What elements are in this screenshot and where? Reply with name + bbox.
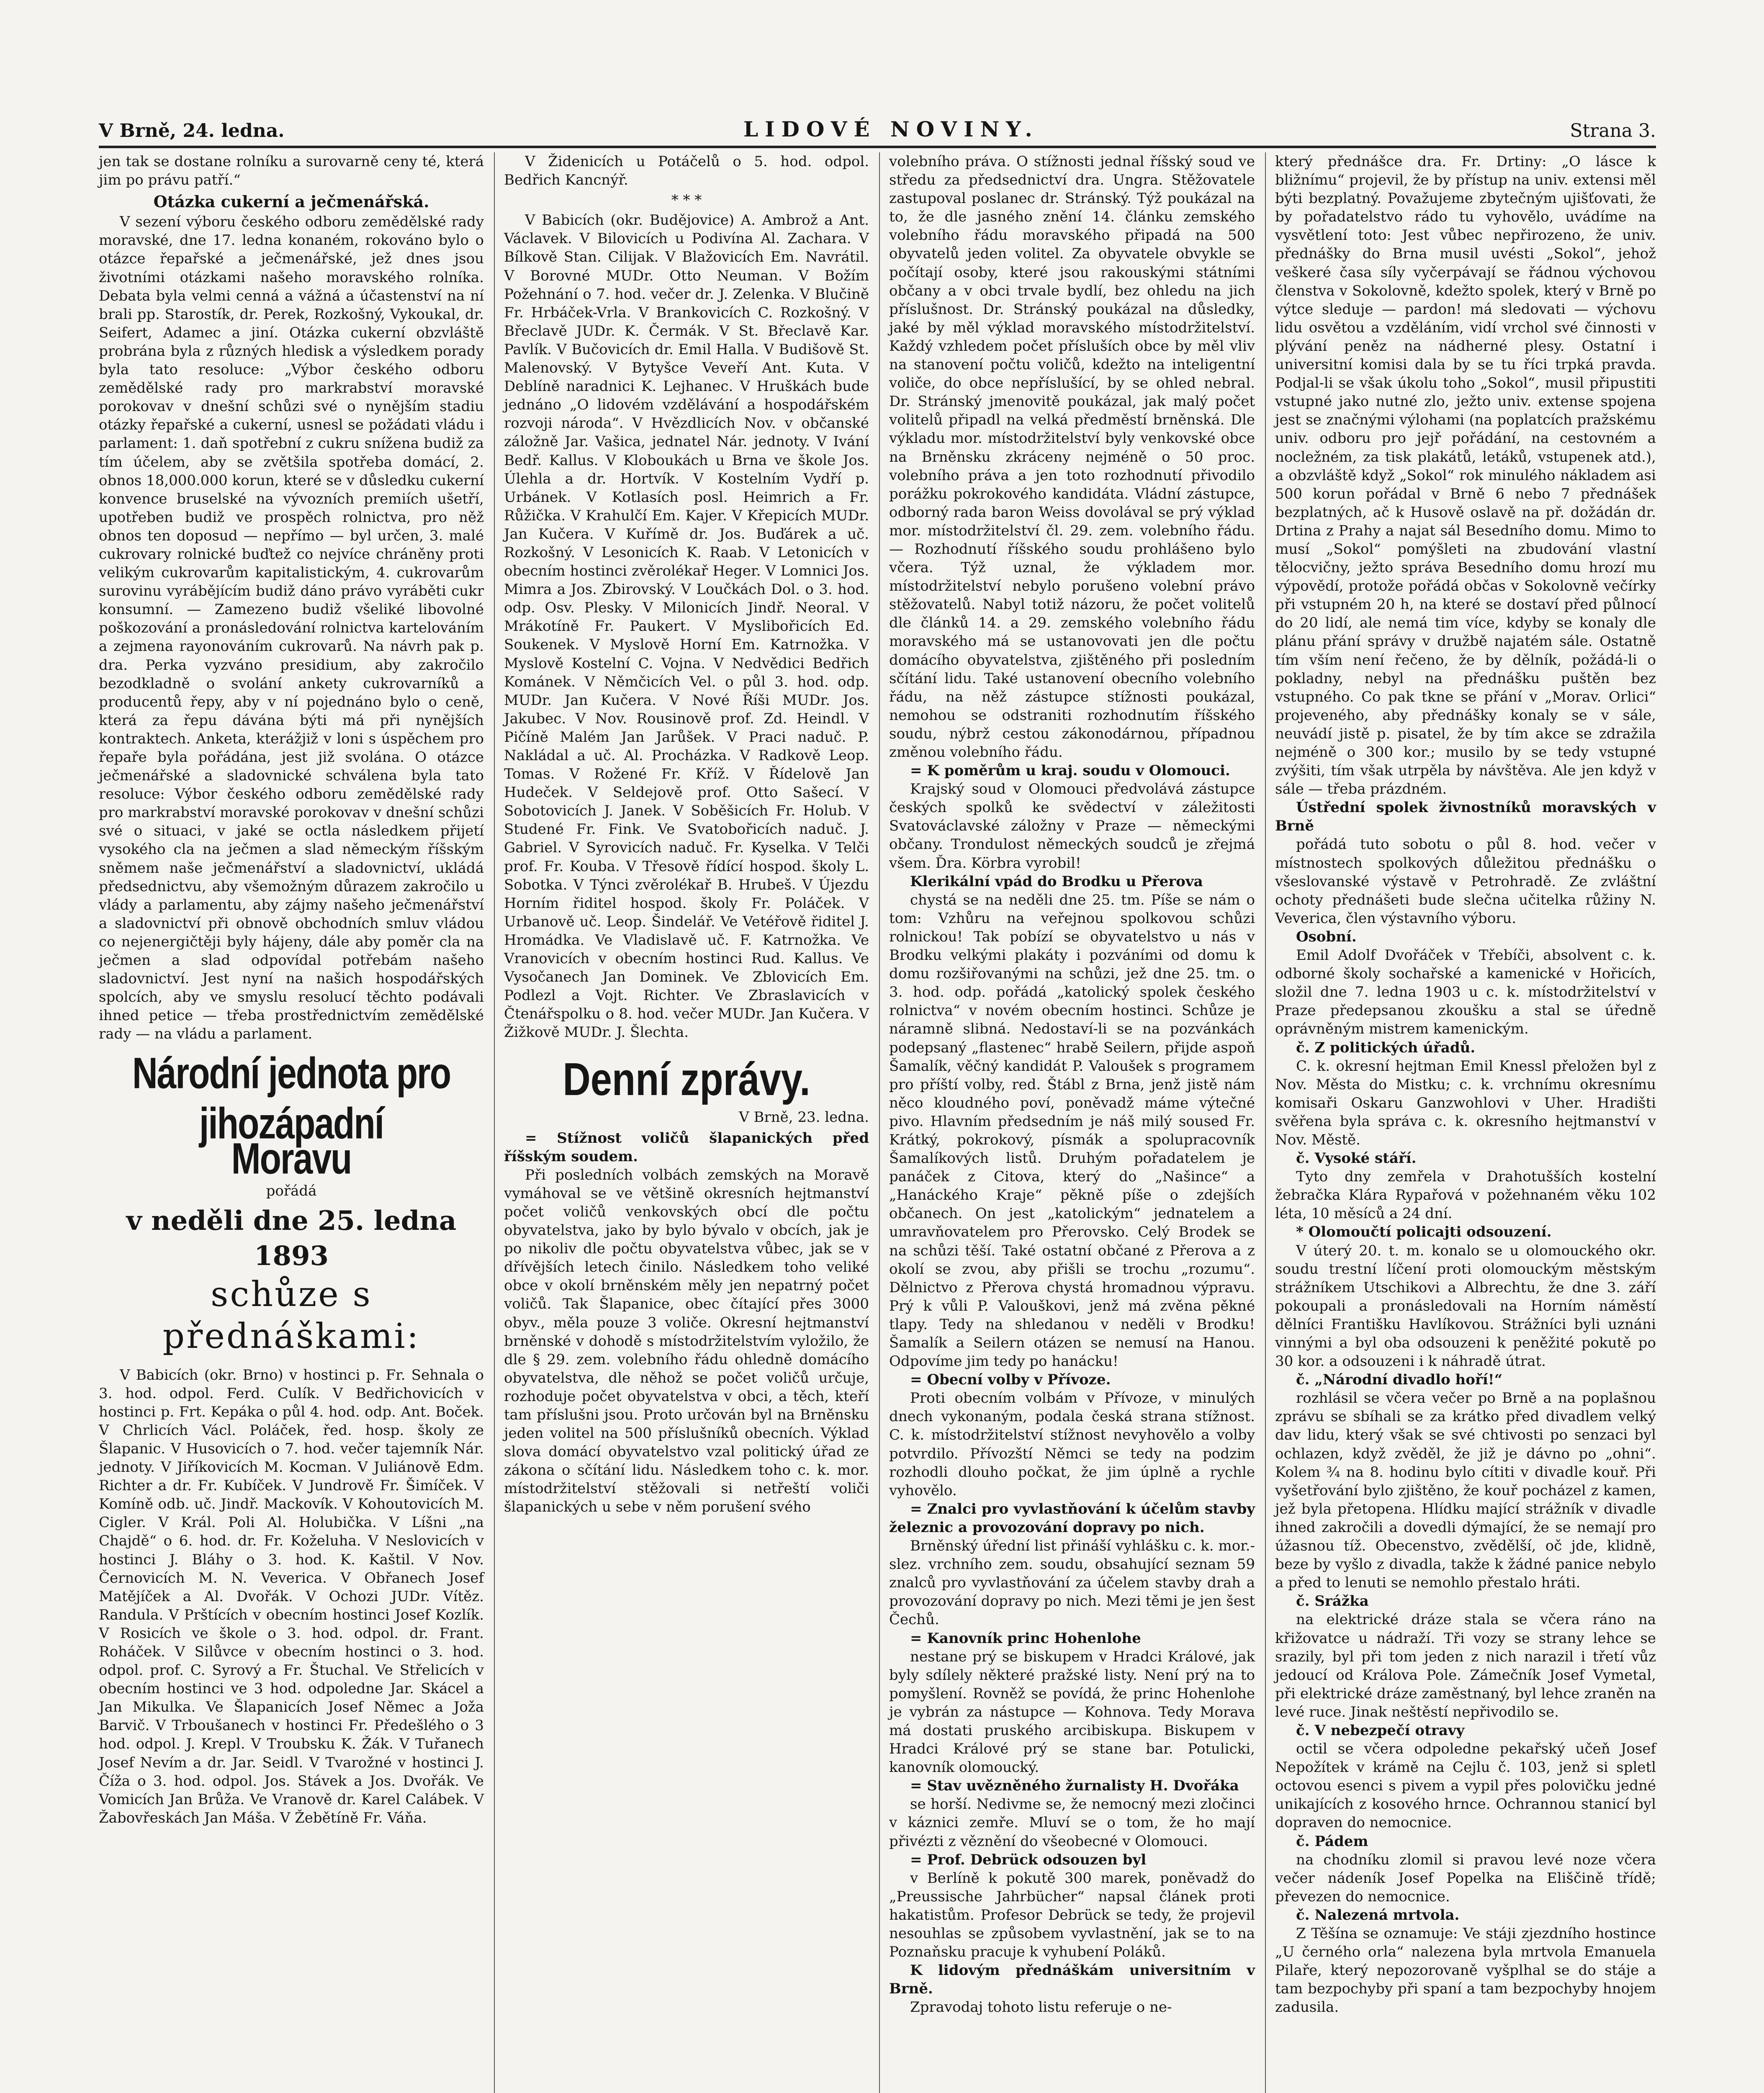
advertisement-block bbox=[99, 1048, 484, 1358]
section-dateline: V Brně, 23. ledna. bbox=[739, 1108, 869, 1126]
article-text: octil se včera odpoledne pekařský učeň Josef Nepožítek v krámě na Cejlu č. 103, jenž si spletl octovou esenci s pivem a vypil přes polovičku jedné unikajících z kosového hrnce. Ochrannou stanicí byl dopraven do nemocnice. bbox=[1275, 1741, 1661, 1831]
header-page-number: Strana 3. bbox=[1570, 120, 1656, 141]
article-headline: č. „Národní divadlo hoří!“ bbox=[1296, 1371, 1503, 1388]
article-headline: = Prof. Debrück odsouzen byl bbox=[910, 1851, 1147, 1868]
article-headline: Otázka cukerní a ječmenářská. bbox=[153, 192, 429, 211]
article-headline: * Olomoučtí policajti odsouzení. bbox=[1296, 1224, 1552, 1241]
article-text: V úterý 20. t. m. konalo se u olomouckého okr. soudu trestní líčení proti olomouckým městským strážníkem Utschikovi a Albrechtu, že dne 3. září pokoupali a pronásledovali na Horním náměstí dělníci Františku Havlíkovou. Strážníci byli uznáni vinnými a byl oba odsouzeni k peněžité pokutě po 30 kor. a odsouzeni i k náhradě útrat. bbox=[1275, 1242, 1661, 1370]
article-text: C. k. okresní hejtman Emil Knessl přeložen byl z Nov. Města do Mistku; c. k. vrchnímu okresnímu komisaři Oskaru Ganzwohlovi v Uher. Hradišti svěřena byla správa c. k. okresního hejtmanství v Nov. Městě. bbox=[1275, 1057, 1661, 1148]
article-headline: = Stav uvězněného žurnalisty H. Dvořáka bbox=[910, 1777, 1239, 1795]
article-text: V Babicích (okr. Brno) v hostinci p. Fr. Sehnala o 3. hod. odpol. Ferd. Culík. V Bedřichovicích v hostinci p. Frt. Kepáka o půl 4. hod. odp. Ant. Boček. V Chrlicích Václ. Poláček, řed. hosp. školy ze Šlapanic. V Husovicích o 7. hod. večer tajemník Nár. jednoty. V Jiříkovicích M. Kocman. V Juliánově Edm. Richter a dr. Fr. Kubíček. V Jundrově Fr. Šimíček. V Komíně odb. uč. Jindř. Mackovík. V Kohoutovicích M. Cigler. V Král. Poli Al. Holubička. V Líšni „na Chajdě“ o 6. hod. dr. Fr. Koželuha. V Neslovicích v hostinci J. Bláhy o 3. hod. K. Kaštil. V Nov. Černovicích M. N. Veverica. V Obřanech Josef Matějíček a Al. Dvořák. V Ochozi JUDr. Vítěz. Randula. V Prštících v obecním hostinci Josef Kozlík. V Rosicích ve škole o 3. hod. odpol. dr. Frant. Roháček. V Silůvce v obecním hostinci o 3. hod. odpol. prof. C. Syrový a Fr. Štuchal. Ve Střelicích v obecním hostinci ve 3 hod. odpoledne Jar. Skácel a Jan Mikulka. Ve Šlapanicích Josef Němec a Joža Barvič. V Trboušanech v hostinci Fr. Předešlého o 3 hod. odpol. J. Krepl. V Troubsku K. Žák. V Tuřanech Josef Nevím a dr. Jar. Seidl. V Tvarožné v hostinci J. Číža o 3. hod. odpol. Jos. Stávek a Jos. Dvořák. Ve Vomicích Jan Brůža. Ve Vranově dr. Karel Calábek. V Žabovřeskách Jan Máša. V Žebětíně Fr. Váňa. bbox=[99, 1366, 489, 1826]
article-text: jen tak se dostane rolníku a surovarně ceny té, která jim po právu patří.“ bbox=[99, 153, 489, 189]
article-text: Brněnský úřední list přináší vyhlášku c. k. mor.-slez. vrchního zem. soudu, obsahující seznam 59 znalců pro vyvlastňování za účelem stavby drah a provozování dopravy po nich. Mezi těmi je jen šest Čechů. bbox=[889, 1538, 1260, 1628]
page-header bbox=[99, 112, 1656, 148]
article-text: Tyto dny zemřela v Drahotušších kostelní žebračka Klára Rypařová v požehnaném věku 102 léta, 10 měsíců a 24 dní. bbox=[1275, 1168, 1661, 1222]
article-headline: Klerikální vpád do Brodku u Přerova bbox=[910, 873, 1203, 890]
column-2 bbox=[504, 152, 874, 2093]
ad-event: schůze s přednáškami: bbox=[162, 1274, 420, 1356]
article-text: Krajský soud v Olomouci předvolává zástupce českých spolků ke svědectví v záležitosti Svatováclavské záložny v Praze — německými občany. Trondulost německých soudců je zřejmá všem. Ďra. Körbra vyrobil! bbox=[889, 781, 1260, 872]
article-text: pořádá tuto sobotu o půl 8. hod. večer v místnostech spolkových důležitou přednášku o všeslovanské výstavě v Petrohradě. Ze zvláštní ochoty přednášeti bude slečna učitelka růžiny N. Veverica, člen výstavního výboru. bbox=[1275, 836, 1661, 927]
article-text: V Židenicích u Potáčelů o 5. hod. odpol. Bedřich Kancnýř. bbox=[504, 153, 874, 189]
section-separator: * * * bbox=[671, 192, 702, 209]
article-headline: = K poměrům u kraj. soudu v Olomouci. bbox=[910, 762, 1230, 779]
article-text: v Berlíně k pokutě 300 marek, poněvadž do „Preussische Jahrbücher“ napsal článek proti hakatistům. Profesor Debrück se tedy, že projevil nesouhlas se způsobem vyvlastnění, jak se to na Poznaňsku pracuje k vyhubení Poláků. bbox=[889, 1869, 1260, 1961]
article-text: V sezení výboru českého odboru zemědělské rady moravské, dne 17. ledna konaném, rokováno bylo o otázce řepařské a ječmenářské, jež dnes jsou životními otázkami našeho moravského rolníka. Debata byla velmi cenná a vážná a účastenství na ní brali pp. Starostík, dr. Perek, Rozkošný, Vykoukal, dr. Seifert, Adamec a jiní. Otázka cukerní obzvláště probrána byla z různých hledisk a výsledkem porady byla tato resoluce: „Výbor českého odboru zemědělské rady pro markrabství moravské porokovav v dnešní schůzi své o nynějším stadiu otázky řepařské a cukerní, usnesl se požádati vládu i parlament: 1. daň spotřební z cukru snížena budiž za tím účelem, aby se zvětšila spotřeba domácí, 2. obnos 18,000.000 korun, které se v důsledku cukerní konvence bruselské na vývozních premiích ušetří, upotřeben budiž ve prospěch rolnictva, pro něž obnos ten doposud — nepřímo — byl určen, 3. malé cukrovary rolnické buďtež co nejvíce chráněny proti velikým cukrovarům kapitalistickým, 4. cukrovarům surovinu vyrábějícím budiž dáno právo vyráběti cukr konsumní. — Zamezeno budiž všeliké libovolné poškozování a pronásledování rolnictva kartelováním a zejmena rayonováním cukrovarů. Na návrh pak p. dra. Perka vyzváno presidium, aby zakročilo bezodkladně o svolání ankety cukrovarníků a producentů řepy, aby v ní pojednáno bylo o ceně, která za řepu dávána býti má při nynějších kontraktech. Anketa, kterážjiž v loni s úspěchem pro řepaře byla pořádána, jest již svolána. O otázce ječmenářské a sladovnické schválena byla tato resoluce: Výbor českého odboru zemědělské rady pro markrabství moravské porokovav v dnešní schůzi své o situaci, v jaké se octla následkem přijetí vysokého cla na ječmen a slad německým říšským sněmem naše ječmenářství a sladovnictví, ukládá předsednictvu, aby všemožným důrazem zakročilo u vlády a parlamentu, aby zájmy našeho ječmenářství a sladovnictví při obnově obchodních smluv vládou co nejenergičtěji byly hájeny, dále aby poměr cla na ječmen a slad odpovídal potřebám našeho sladovnictví. Jest nyní na našich hospodářských spolcích, aby ve smyslu resolucí těchto podávali ihned petice — třeba prostřednictvím zemědělské rady — na vládu a parlament. bbox=[99, 213, 489, 1043]
article-text: Zpravodaj tohoto listu referuje o ne- bbox=[910, 1999, 1172, 2016]
article-text: Při posledních volbách zemských na Moravě vymáhoval se ve většině okresních hejtmanství počet voličů venkovských obcí dle počtu obyvatelstva, jako by bylo bývalo v obcích, jak je po nikoliv dle počtu obyvatelstva vůbec, jak se v dřívějších letech činilo. Následkem toho veliké obce v okolí brněnském měly jen nepatrný počet voličů. Tak Šlapanice, obec čítající přes 3000 obyv., měla pouze 3 voliče. Okresní hejtmanství brněnské v dohodě s místodržitelstvím vyložilo, že dle § 29. zem. volebního řádu ohledně domácího obyvatelstva, dle něhož se počet voličů určuje, rozhoduje počet obyvatelstva v obci, a těch, kteří tam příslušni jsou. Proto určován byl na Brněnsku jeden volitel na 500 příslušníků obecních. Výklad slova domácí obyvatelstvo vzal politický úřad ze zákona o sčítání lidu. Následkem toho c. k. mor. místodržitelství stěžovali si netřeští voliči šlapanických u sebe v něm porušení svého bbox=[504, 1166, 874, 1516]
article-headline: č. Srážka bbox=[1296, 1593, 1369, 1610]
column-rule bbox=[879, 152, 880, 2093]
column-rule bbox=[494, 152, 495, 2093]
ad-date: v neděli dne 25. ledna 1893 bbox=[126, 1205, 457, 1272]
section-title: Denní zprávy. bbox=[563, 1054, 810, 1105]
header-masthead: LIDOVÉ NOVINY. bbox=[743, 117, 1039, 141]
article-text: který přednášce dra. Fr. Drtiny: „O lásce k bližnímu“ projevil, že by přístup na univ. extensi měl býti bezplatný. Považujeme zbytečným ujišťovati, že by pořadatelstvo rádo tu vyhovělo, uvádíme na vysvětlení toto: Jest vůbec nepřirozeno, že univ. přednášky do Brna musil uvésti „Sokol“, jehož veškeré časa síly vyčerpávají se řádnou výchovou členstva v Sokolovně, kdežto spolek, který v Brně po výtce sleduje — pardon! má sledovati — výchovu lidu osvětou a vzděláním, vidí vrchol své činnosti v plývání peněz na nádherné plesy. Ostatní i universitní komisi dala by se tu říci trpká pravda. Podjal-li se však úkolu toho „Sokol“, musil připustiti vstupné jako nutné zlo, ježto univ. extense spojena jest se značnými výlohami (na poplatcích pražskému univ. odboru pro jejř pořádání, na cestovném a nocležném, za tisk plakátů, letáků, vstupenek atd.), a obzvláště když „Sokol“ rok minulého nákladem asi 500 korun pořádal v Brně 6 nebo 7 přednášek bezplatných, ač k Husově oslavě na př. dožádán dr. Drtina z Prahy a najat sál Besedního domu. Mimo to musí „Sokol“ pomýšleti na zbudování vlastní tělocvičny, ježto správa Besedního domu hrozí mu výpovědí, protože pořádá občas v Sokolovně večírky při vstupném 20 h, na které se dostaví před půlnocí do 20 lidí, ale nemá tim více, kdyby se konaly dle plánu přání správy v družbě najatém sále. Ostatně tím vším není řečeno, že by dělník, požádá-li o pokladny, nebyl na přednášku puštěn bez vstupného. Co pak tkne se přání v „Morav. Orlici“ projeveného, aby přednášky konaly se v sále, neuvádí jistě p. pisatel, že by tím akce se zdražila nejméně o 300 kor.; musilo by se tedy vstupné zvýšiti, tím však utrpěla by návštěva. Ale jen když v sále — třeba prázdném. bbox=[1275, 153, 1661, 798]
column-rule bbox=[1265, 152, 1266, 2093]
article-headline: č. Nalezená mrtvola. bbox=[1296, 1906, 1460, 1923]
article-headline: Ústřední spolek živnostníků moravských v Brně bbox=[1275, 799, 1661, 835]
column-1 bbox=[99, 152, 489, 2093]
article-text: na chodníku zlomil si pravou levé noze včera večer nádeník Josef Popelka na Eliščině třídě; převezen do nemocnice. bbox=[1275, 1851, 1661, 1905]
article-headline: č. V nebezpečí otravy bbox=[1296, 1722, 1465, 1739]
article-text: volebního práva. O stížnosti jednal říšský soud ve středu za předsednictví dra. Ungra. Stěžovatele zastupoval poslanec dr. Stránský. Týž poukázal na to, že dle jasného znění 14. článku zemského volebního řádu moravského připadá na 500 obyvatelů jeden volitel. Za obyvatele obvykle se počítají osoby, které jsou rakouskými státními občany a v obci trvale bydlí, bez ohledu na jich příslušnost. Dr. Stránský poukázal na důsledky, jaké by měl výklad moravského místodržitelství. Každý vzhledem počet přísluších obce by měl vliv na stanovení počtu voličů, kdežto na inteligentní voliče, do obce nepříslušící, by se ohled nebral. Dr. Stránský jmenovitě poukázal, jak malý počet volitelů připadl na velká předměstí brněnská. Dle výkladu mor. místodržitelství byly venkovské obce na Brněnsku zkráceny nejméně o 50 proc. volebního práva a jen toto rozhodnutí přivodilo porážku pokrokového kandidáta. Vládní zástupce, odborný rada baron Weiss dovolával se prý výklad mor. místodržitelství čl. 29. zem. volebního řádu. — Rozhodnutí říšského soudu prohlášeno bylo včera. Týž uznal, že výkladem mor. místodržitelství nebylo porušeno volební právo stěžovatelů. Nabyl totiž názoru, že počet volitelů dle článků 14. a 29. zemského volebního řádu moravského má se ustanovovati jen dle počtu domácího obyvatelstva, zjištěného při posledním sčítání lidu. Také ustanovení obecního volebního řádu, na něž zástupce stížnosti poukázal, nemohou se odstraniti rozhodnutím říšského soudu, nýbrž cestou zákonodárnou, případnou změnou volebního řádu. bbox=[889, 153, 1260, 761]
article-headline: = Stížnost voličů šlapanických před říšským soudem. bbox=[504, 1129, 874, 1165]
article-text: Proti obecním volbám v Přívoze, v minulých dnech vykonaným, podala česká strana stížnost. C. k. místodržitelství stížnost nevyhovělo a volby potvrdilo. Přívozští Němci se tedy na podzim rozhodli dlouho počkat, že jim úplně a rychle vyhovělo. bbox=[889, 1390, 1260, 1499]
article-text: Emil Adolf Dvořáček v Třebíči, absolvent c. k. odborné školy sochařské a kamenické v Hořicích, složil dne 7. ledna 1903 u c. k. místodržitelství v Praze předepsanou zkoušku a stal se úředně oprávněným mistrem kamenickým. bbox=[1275, 947, 1661, 1038]
column-4 bbox=[1275, 152, 1661, 2093]
article-headline: = Znalci pro vyvlastňování k účelům stavby železnic a provozování dopravy po nich. bbox=[889, 1500, 1260, 1536]
article-headline: = Obecní volby v Přívoze. bbox=[910, 1371, 1111, 1388]
article-text: nestane prý se biskupem v Hradci Králové, jak byly sdílely některé pražské listy. Není prý na to pomyšlení. Rovněž se povídá, že princ Hohenlohe je vybrán za nástupce — Kohnova. Tedy Morava má dostati pruského arcibiskupa. Biskupem v Hradci Králové prý se stane bar. Potulicki, kanovník olomoucký. bbox=[889, 1648, 1260, 1776]
article-text: se horší. Nedivme se, že nemocný mezi zločinci v káznici zemře. Mluví se o tom, že ho mají přivézti z věznění do všeobecné v Olomouci. bbox=[889, 1796, 1260, 1850]
ad-title-line2: Moravu bbox=[231, 1133, 352, 1183]
ad-subtitle: pořádá bbox=[266, 1182, 317, 1199]
article-headline: č. Pádem bbox=[1296, 1833, 1368, 1850]
article-headline: č. Vysoké stáří. bbox=[1296, 1150, 1417, 1167]
ad-title: Národní jednota pro jihozápadní bbox=[132, 1048, 450, 1148]
header-dateline: V Brně, 24. ledna. bbox=[99, 120, 285, 141]
article-text: Z Těšína se oznamuje: Ve stáji zjezdního hostince „U černého orla“ nalezena byla mrtvola Emanuela Pilaře, který nepozorovaně vyšplhal se do stáje a tam bezpochyby při spaní a tam bezpochyby hnojem zadusila. bbox=[1275, 1925, 1661, 2016]
article-headline: č. Z politických úřadů. bbox=[1296, 1039, 1476, 1056]
article-headline: Osobní. bbox=[1296, 928, 1357, 945]
article-text: V Babicích (okr. Budějovice) A. Ambrož a Ant. Václavek. V Bilovicích u Podivína Al. Zachara. V Bílkově Stan. Cilijak. V Blažovicích Em. Navrátil. V Borovné MUDr. Otto Neuman. V Božím Požehnání o 7. hod. večer dr. J. Zelenka. V Blučině Fr. Hrbáček-Vrla. V Brankovicích C. Rozkošný. V Břeclavě JUDr. K. Čermák. V St. Břeclavě Kar. Pavlík. V Bučovicích dr. Emil Halla. V Budišově St. Malenovský. V Bytyšce Veveří Ant. Kuta. V Deblíně naradnici K. Lejhanec. V Hruškách bude jednáno „O lidovém vzdělávání a hospodářském rozvoji národa“. V Hvězdlicích Nov. v občanské záložně Jar. Vašica, jednatel Nár. jednoty. V Ivání Bedř. Kallus. V Kloboukách u Brna ve škole Jos. Úlehla a dr. Hortvík. V Kostelním Vydří p. Urbánek. V Kotlasích posl. Heimrich a Fr. Růžička. V Krahulčí Em. Kajer. V Křepicích MUDr. Jan Kučera. V Kuřímě dr. Jos. Buďárek a uč. Rozkošný. V Lesonicích K. Raab. V Letonicích v obecním hostinci zvěrolékař Heger. V Lomnici Jos. Mimra a Jos. Zbirovský. V Loučkách Dol. o 3. hod. odp. Osv. Plesky. V Milonicích Jindř. Neoral. V Mrákotíně Fr. Paukert. V Myslibořicích Ed. Soukenek. V Myslově Horní Em. Katrnožka. V Myslově Kostelní C. Vojna. V Nedvědici Bedřich Kománek. V Němčicích Vel. o půl 3. hod. odp. MUDr. Jan Kučera. V Nové Říši MUDr. Jos. Jakubec. V Nov. Rousinově prof. Zd. Heindl. V Pičíně Malém Jan Jarůšek. V Praci naduč. P. Nakládal a uč. Al. Procházka. V Radkově Leop. Tomas. V Rožené Fr. Kříž. V Řídelově Jan Hudeček. V Seldejově prof. Otto Sašecí. V Sobotovicích J. Janek. V Soběšicích Fr. Holub. V Studené Fr. Fink. Ve Svatobořicích naduč. J. Gabriel. V Syrovicích naduč. Fr. Kyselka. V Telči prof. Fr. Kouba. V Třesově řídící hospod. školy L. Sobotka. V Týnci zvěrolékař B. Hrubeš. V Újezdu Horním řiditel hospod. školy Fr. Poláček. V Urbanově uč. Leop. Šindelář. Ve Vetéřově řiditel J. Hromádka. Ve Vladislavě uč. F. Katrnožka. Ve Vranovicích v obecním hostinci Rud. Kallus. Ve Vysočanech Jan Dominek. Ve Zblovicích Em. Podlezl a Vojt. Richter. Ve Zbraslavicích v Čtenářspolku o 8. hod. večer MUDr. Jan Kučera. V Žižkově MUDr. J. Šlechta. bbox=[504, 212, 874, 1041]
article-headline: = Kanovník princ Hohenlohe bbox=[910, 1630, 1141, 1647]
column-3 bbox=[889, 152, 1260, 2093]
article-text: na elektrické dráze stala se včera ráno na křižovatce u nádraží. Tři vozy se strany lehce se srazily, byl při tom jeden z nich narazil i třetí vůz jedoucí od Králova Pole. Zámečník Josef Vymetal, při elektrické dráze zaměstnaný, byl lehce zraněn na levé ruce. Jinak neštěstí nepřivodilo se. bbox=[1275, 1611, 1661, 1720]
article-text: chystá se na neděli dne 25. tm. Píše se nám o tom: Vzhůru na veřejnou spolkovou schůzi rolnickou! Tak pobízí se obyvatelstvo u nás v Brodku velkými plakáty i pozváními od domu k domu rozšiřovanými na schůzi, jež dne 25. tm. o 3. hod. odp. pořádá „katolický spolek českého rolnictva“ v novém obecním hostinci. Schůze je náramně slibná. Nedostaví-li se na pozvánkách podepsaný „flastenec“ hrabě Seilern, přijde aspoň Šamalík, věčný kandidát P. Valoušek s programem pro příští volby, red. Štábl z Brna, jenž jistě nám něco kloudného poví, poněvadž máme výtečné pivo. Hlavním předsedním je náš milý soused Fr. Krátký, pokrokový, písmák a spolupracovník Šamalíkových listů. Druhým pořadatelem je panáček z Citova, který do „Našince“ a „Hanáckého Kraje“ pěkně píše o zdejších občanech. On jest „katolickým“ jednatelem a umravňovatelem pro Přerovsko. Celý Brodek se na schůzi těší. Také ostatní občané z Přerova a z okolí se zvou, aby přišli se trochu „rozumu“. Dělnictvo z Přerova chystá hromadnou výpravu. Prý k vůli P. Valouškovi, jenž má zvěna pěkné tlapy. Tedy na shledanou v neděli v Brodku! Šamalík a Seilern otázen se nemusí na Hanou. Odpovíme jim tedy po hanácku! bbox=[889, 891, 1260, 1370]
article-text: rozhlásil se včera večer po Brně a na poplašnou zprávu se sbíhali se za krátko před divadlem velký dav lidu, který však se své chtivosti po senzaci byl ochlazen, když zvěděl, že již je dávno po „ohni“. Kolem ¾ na 8. hodinu bylo cítiti v divadle kouř. Při vyšetřování bylo zjištěno, že kouř pocházel z kamen, jež byla přetopena. Hlídku mající strážník v divadle ihned zakročili a dovedli dýmající, že se nemají pro úžasnou tíž. Obecenstvo, zvědělší, oč jde, klidně, beze by vyšlo z divadla, takže k žádné panice nebylo a před to lenuti se nemohlo přestalo hráti. bbox=[1275, 1390, 1661, 1592]
article-headline: K lidovým přednáškám universitním v Brně. bbox=[889, 1962, 1260, 1998]
